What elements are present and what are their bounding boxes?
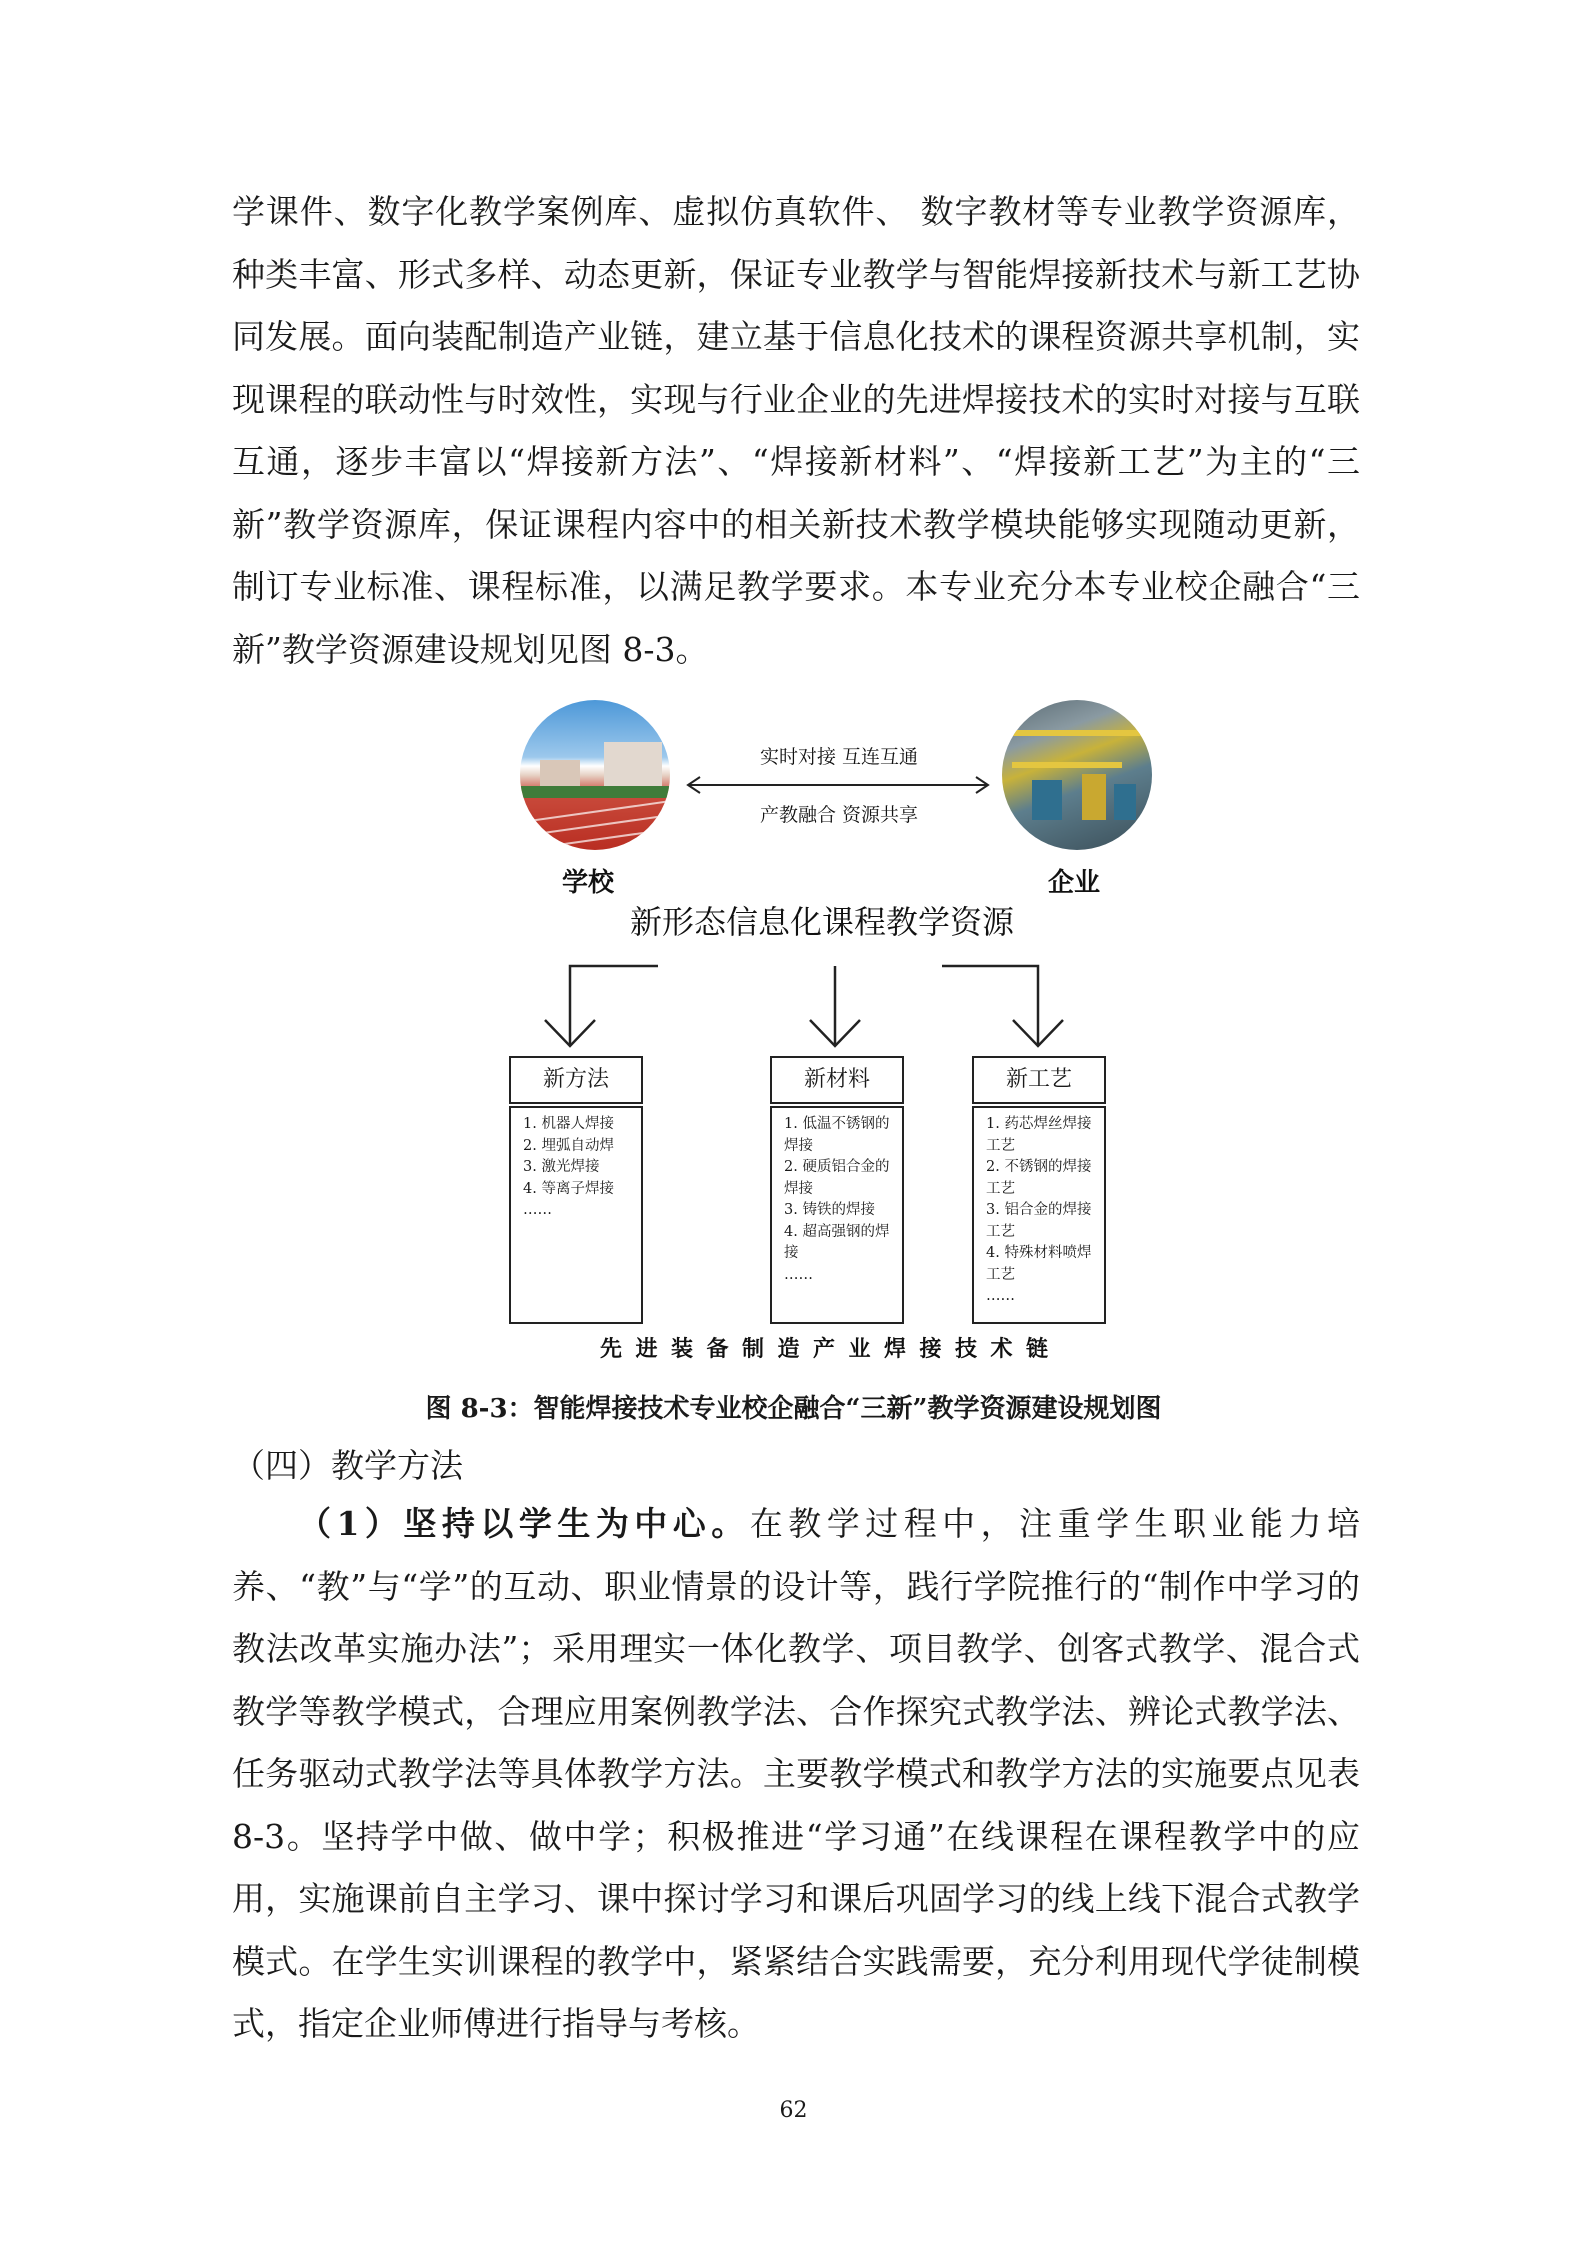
arrow-label-top: 实时对接 互连互通 <box>760 746 919 768</box>
list-item: 1. 低温不锈钢的焊接 <box>784 1116 890 1154</box>
figure-caption: 图 8-3：智能焊接技术专业校企融合“三新”教学资源建设规划图 <box>425 1394 1162 1424</box>
factory-photo <box>1002 700 1152 850</box>
list-item: 4. 等离子焊接 <box>523 1180 614 1197</box>
new-materials-list <box>772 1108 902 1286</box>
body-paragraph-2 <box>232 1493 1360 2056</box>
figure-8-3 <box>510 690 1150 1370</box>
list-item: 1. 机器人焊接 <box>523 1116 614 1132</box>
section-heading: （四）教学方法 <box>232 1446 463 1485</box>
column-box-new-methods <box>509 1106 643 1324</box>
list-item: 3. 激光焊接 <box>523 1159 600 1175</box>
column-heading-new-processes: 新工艺 <box>972 1056 1106 1104</box>
list-item: 3. 铸铁的焊接 <box>784 1202 875 1218</box>
figure-title: 新形态信息化课程教学资源 <box>630 903 1015 941</box>
list-item: 3. 铝合金的焊接工艺 <box>986 1202 1092 1240</box>
school-label: 学校 <box>562 868 615 898</box>
school-photo <box>520 700 670 850</box>
page-number: 62 <box>779 2098 808 2123</box>
list-item: 2. 不锈钢的焊接工艺 <box>986 1159 1092 1197</box>
body-paragraph-1: 学课件、数字化教学案例库、虚拟仿真软件、 数字教材等专业教学资源库，种类丰富、形式多样、动态更新，保证专业教学与智能焊接新技术与新工艺协同发展。面向装配制造产业链，建立基于信息化技术的课程资源共享机制，实现课程的联动性与时效性，实现与行业企业的先进焊接技术的实时对接与互联互通，逐步丰富以“焊接新方法”、“焊接新材料”、“焊接新工艺”为主的“三新”教学资源库，保证课程内容中的相关新技术教学模块能够实现随动更新，制订专业标准、课程标准，以满足教学要求。本专业充分本专业校企融合“三新”教学资源建设规划见图 8-3。 <box>232 192 1360 669</box>
list-item: …… <box>784 1266 813 1283</box>
list-item: 2. 硬质铝合金的焊接 <box>784 1159 890 1197</box>
column-heading-new-materials: 新材料 <box>770 1056 904 1104</box>
column-heading-new-methods: 新方法 <box>509 1056 643 1104</box>
list-item: …… <box>986 1288 1015 1304</box>
column-box-new-processes <box>972 1106 1106 1324</box>
new-methods-list <box>511 1108 641 1222</box>
new-processes-list <box>974 1108 1104 1308</box>
arrow-label-bottom: 产教融合 资源共享 <box>760 804 919 826</box>
list-item: 2. 埋弧自动焊 <box>523 1137 614 1154</box>
list-item: …… <box>523 1202 552 1218</box>
paragraph-body: 在教学过程中，注重学生职业能力培养、“教”与“学”的互动、职业情景的设计等，践行学院推行的“制作中学习的教法改革实施办法”；采用理实一体化教学、项目教学、创客式教学、混合式教学等教学模式，合理应用案例教学法、合作探究式教学法、辨论式教学法、任务驱动式教学法等具体教学方法。主要教学模式和教学方法的实施要点见表 8-3。坚持学中做、做中学；积极推进“学习通”在线课程在课程教学中的应用，实施课前自主学习、课中探讨学习和课后巩固学习的线上线下混合式教学模式。在学生实训课程的教学中，紧紧结合实践需要，充分利用现代学徒制模式，指定企业师傅进行指导与考核。 <box>232 1504 1361 2043</box>
arrow-right-down <box>942 966 1038 1046</box>
company-label: 企业 <box>1048 868 1101 898</box>
list-item: 4. 特殊材料喷焊工艺 <box>986 1245 1092 1283</box>
column-box-new-materials <box>770 1106 904 1324</box>
list-item: 1. 药芯焊丝焊接工艺 <box>986 1116 1092 1154</box>
paragraph-lead: （1）坚持以学生为中心。 <box>298 1504 750 1543</box>
industry-chain-label: 先进装备制造产业焊接技术链 <box>600 1337 1062 1362</box>
list-item: 4. 超高强钢的焊接 <box>784 1223 890 1261</box>
